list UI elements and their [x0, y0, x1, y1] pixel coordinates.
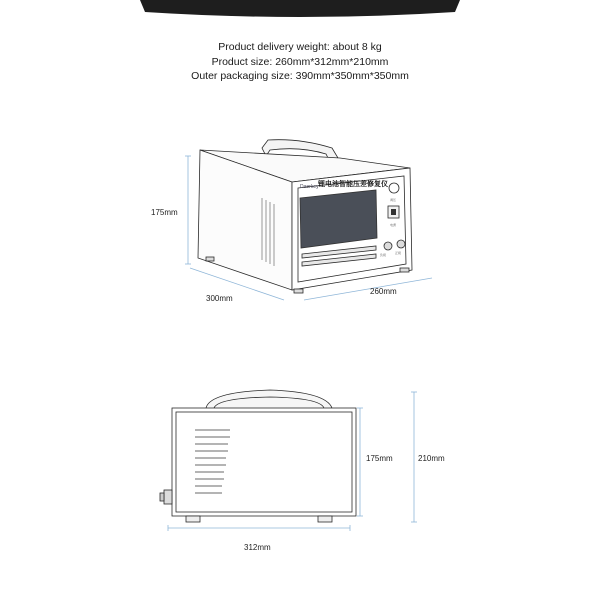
switch-label: 电源	[390, 223, 397, 227]
spec-size: Product size: 260mm*312mm*210mm	[211, 55, 389, 68]
side-total-height-label: 210mm	[418, 454, 445, 463]
terminal-pos-label: 正极	[395, 251, 402, 255]
spec-weight: Product delivery weight: about 8 kg	[218, 41, 382, 53]
iso-height-label: 175mm	[151, 208, 178, 217]
side-length-label: 312mm	[244, 543, 271, 552]
brand-label: Daerkey	[300, 184, 319, 190]
terminal-neg-label: 负极	[380, 253, 387, 257]
knob-label: 调压	[390, 198, 397, 202]
side-body-height-label: 175mm	[366, 454, 393, 463]
iso-width-label: 260mm	[370, 287, 397, 296]
device-title: 锂电池智能压差修复仪	[318, 181, 388, 188]
iso-depth-label: 300mm	[206, 294, 233, 303]
spec-packaging: Outer packaging size: 390mm*350mm*350mm	[191, 70, 409, 82]
